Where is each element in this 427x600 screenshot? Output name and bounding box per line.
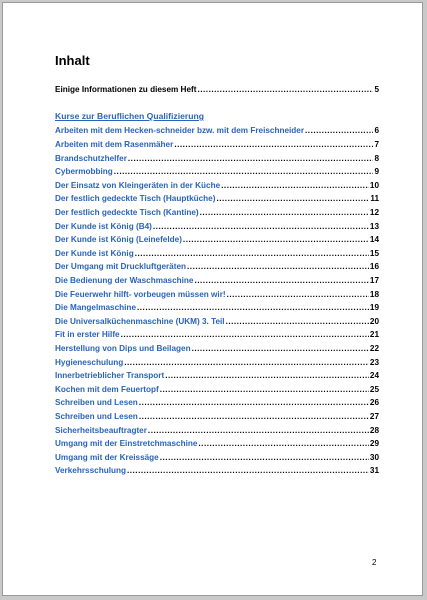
toc-entry[interactable] <box>55 303 379 313</box>
toc-page-number: 5 <box>374 85 379 94</box>
toc-page-number: 19 <box>369 303 379 312</box>
toc-entry-text: Schreiben und Lesen <box>55 412 138 421</box>
toc-entry-text: Herstellung von Dips und Beilagen <box>55 344 191 353</box>
toc-page-number: 10 <box>369 181 379 190</box>
toc-page-number: 31 <box>369 466 379 475</box>
toc-page-number: 12 <box>369 208 379 217</box>
toc-entry[interactable] <box>55 154 379 164</box>
document-page <box>2 2 423 596</box>
toc-entry-text: Der Einsatz von Kleingeräten in der Küche <box>55 181 221 190</box>
toc-leader <box>160 385 369 395</box>
toc-leader <box>137 303 369 313</box>
toc-leader <box>227 290 369 300</box>
toc-entry[interactable] <box>55 126 379 136</box>
toc-entry-text: Der festlich gedeckte Tisch (Hauptküche) <box>55 194 216 203</box>
toc-page-number: 13 <box>369 222 379 231</box>
toc-page-number: 25 <box>369 385 379 394</box>
toc-entry-text: Brandschutzhelfer <box>55 154 127 163</box>
toc-entry-intro[interactable] <box>55 85 379 95</box>
toc-entry[interactable] <box>55 466 379 476</box>
toc-entry[interactable] <box>55 249 379 259</box>
toc-page-number: 16 <box>369 262 379 271</box>
toc-leader <box>148 426 369 436</box>
toc-leader <box>121 330 369 340</box>
toc-page-number: 28 <box>369 426 379 435</box>
toc-leader <box>194 276 368 286</box>
page-title: Inhalt <box>55 53 90 68</box>
toc-entry[interactable] <box>55 290 379 300</box>
toc-entry[interactable] <box>55 385 379 395</box>
toc-entry[interactable] <box>55 439 379 449</box>
toc-leader <box>127 466 369 476</box>
toc-page-number: 22 <box>369 344 379 353</box>
toc-entry-text: Der Kunde ist König <box>55 249 134 258</box>
page-number: 2 <box>372 558 377 567</box>
toc-entry-text: Hygieneschulung <box>55 358 124 367</box>
toc-entry[interactable] <box>55 276 379 286</box>
toc-page-number: 23 <box>369 358 379 367</box>
toc-entry[interactable] <box>55 317 379 327</box>
toc-page-number: 20 <box>369 317 379 326</box>
toc-page-number: 26 <box>369 398 379 407</box>
toc-entry-text: Umgang mit der Kreissäge <box>55 453 159 462</box>
toc-entry[interactable] <box>55 194 379 204</box>
toc-entry-text: Innerbetrieblicher Transport <box>55 371 165 380</box>
toc-entry-text: Die Universalküchenmaschine (UKM) 3. Teil <box>55 317 225 326</box>
toc-entry-text: Arbeiten mit dem Rasenmäher <box>55 140 174 149</box>
toc-entry-text: Der Kunde ist König (B4) <box>55 222 152 231</box>
toc-entry[interactable] <box>55 235 379 245</box>
toc-leader <box>160 453 369 463</box>
toc-entry-text: Einige Informationen zu diesem Heft <box>55 85 197 94</box>
toc-entry[interactable] <box>55 208 379 218</box>
toc-entry[interactable] <box>55 222 379 232</box>
toc-entry-text: Arbeiten mit dem Hecken-schneider bzw. mit dem Freischneider <box>55 126 305 135</box>
toc-leader <box>183 235 369 245</box>
toc-entry-text: Umgang mit der Einstretchmaschine <box>55 439 198 448</box>
toc-page-number: 14 <box>369 235 379 244</box>
toc-entry[interactable] <box>55 398 379 408</box>
toc-entry-text: Sicherheitsbeauftragter <box>55 426 147 435</box>
toc-page-number: 18 <box>369 290 379 299</box>
toc-entry-text: Die Bedienung der Waschmaschine <box>55 276 194 285</box>
toc-page-number: 24 <box>369 371 379 380</box>
toc-page-number: 27 <box>369 412 379 421</box>
toc-entry[interactable] <box>55 344 379 354</box>
toc-leader <box>165 371 369 381</box>
toc-entry[interactable] <box>55 262 379 272</box>
toc-leader <box>198 439 368 449</box>
toc-leader <box>216 194 369 204</box>
toc-entry[interactable] <box>55 140 379 150</box>
toc-entry[interactable] <box>55 453 379 463</box>
toc-leader <box>153 222 369 232</box>
section-heading[interactable]: Kurse zur Beruflichen Qualifizierung <box>55 111 204 121</box>
toc-entry-text: Der festlich gedeckte Tisch (Kantine) <box>55 208 199 217</box>
toc-leader <box>200 208 369 218</box>
toc-entry[interactable] <box>55 358 379 368</box>
toc-entry-text: Fit in erster Hilfe <box>55 330 120 339</box>
toc-entry-text: Cybermobbing <box>55 167 113 176</box>
toc-entry-text: Der Umgang mit Druckluftgeräten <box>55 262 187 271</box>
toc-leader <box>139 398 369 408</box>
toc-entry-text: Schreiben und Lesen <box>55 398 138 407</box>
toc-leader <box>305 126 373 136</box>
toc-leader <box>135 249 369 259</box>
toc-page-number: 30 <box>369 453 379 462</box>
toc-page-number: 8 <box>374 154 379 163</box>
toc-page-number: 11 <box>370 194 379 203</box>
toc-entry-text: Verkehrsschulung <box>55 466 126 475</box>
toc-leader <box>124 358 369 368</box>
toc-leader <box>139 412 369 422</box>
toc-leader <box>226 317 369 327</box>
toc-entry-text: Die Feuerwehr hilft- vorbeugen müssen wir! <box>55 290 226 299</box>
toc-entry-text: Kochen mit dem Feuertopf <box>55 385 159 394</box>
toc-entry[interactable] <box>55 330 379 340</box>
toc-entry[interactable] <box>55 426 379 436</box>
toc-page-number: 17 <box>369 276 379 285</box>
toc-leader <box>221 181 369 191</box>
toc-leader <box>174 140 373 150</box>
toc-entry-text: Der Kunde ist König (Leinefelde) <box>55 235 182 244</box>
toc-leader <box>192 344 369 354</box>
toc-page-number: 29 <box>369 439 379 448</box>
toc-entry[interactable] <box>55 412 379 422</box>
toc-leader <box>114 167 374 177</box>
toc-page-number: 6 <box>374 126 379 135</box>
toc-entry[interactable] <box>55 371 379 381</box>
toc-page-number: 21 <box>369 330 379 339</box>
toc-page-number: 9 <box>374 167 379 176</box>
toc-leader <box>197 85 373 95</box>
toc-entry-text: Die Mangelmaschine <box>55 303 136 312</box>
toc-entry[interactable] <box>55 181 379 191</box>
toc-entry[interactable] <box>55 167 379 177</box>
toc-leader <box>187 262 369 272</box>
toc-page-number: 7 <box>374 140 379 149</box>
toc-page-number: 15 <box>369 249 379 258</box>
toc-leader <box>128 154 374 164</box>
